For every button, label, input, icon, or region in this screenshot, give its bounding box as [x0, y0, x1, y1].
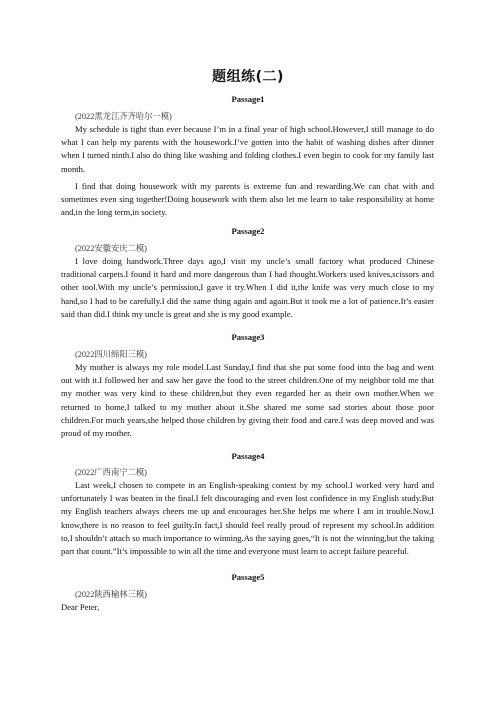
passage3-paragraph1: My mother is always my role model.Last Sunday,I find that she put some food into the bag and went out with it.I followed her and saw her gave the food to the street children.One of my neighbor told me that my mother was very kind to these children,but they even regarded her as their own mother.When we returned to home,I talked to my mother about it.She shared me some sad stories about those poor children.For much years,she helped those children by giving their food and care.I was deep moved and was proud of my mother.: [61, 362, 434, 439]
passage1-paragraph2: I find that doing housework with my parents is extreme fun and rewarding.We can chat with and sometimes even sing together!Doing housework with them also let me learn to take responsibility at home and,in the long term,in society.: [61, 181, 434, 218]
passage5-heading: Passage5: [231, 572, 265, 582]
passage3-source: (2022四川绵阳三模): [75, 350, 147, 359]
passage4-heading: Passage4: [231, 451, 265, 461]
passage2-heading: Passage2: [231, 226, 265, 236]
passage2-source: (2022安徽安庆二模): [75, 244, 147, 253]
passage4-paragraph1: Last week,I chosen to compete in an English-speaking contest by my school.I worked very hard and unfortunately I was beaten in the final.I felt discouraging and even lost confidence in my English study.But my English teachers always cheers me up and encourages her.She helps me where I am in trouble.Now,I know,there is no reason to feel guilty.In fact,I should feel really proud of represent my school.In addition to,I shouldn’t attach so much importance to winning.As the saying goes,“It is not the winning,but the taking part that count.”It’s impossible to win all the time and everyone must learn to accept failure peaceful.: [61, 480, 434, 557]
passage1-source: (2022黑龙江齐齐哈尔一模): [75, 112, 172, 121]
passage3-heading: Passage3: [231, 332, 265, 342]
letter-salutation: Dear Peter,: [61, 602, 100, 612]
passage1-paragraph1: My schedule is tight than ever because I’m in a final year of high school.However,I still manage to do what I can help my parents with the housework.I’ve gotten into the habit of washing dishes after dinner when I turned ninth.I also do thing like washing and folding clothes.I even begin to cook for my family last month.: [61, 124, 434, 174]
page-title: 题组练(二): [212, 69, 284, 85]
passage4-source: (2022广西南宁二模): [75, 468, 147, 477]
passage1-heading: Passage1: [231, 94, 265, 104]
passage5-source: (2022陕西榆林三模): [75, 590, 147, 599]
passage2-paragraph1: I love doing handwork.Three days ago,I visit my uncle’s small factory what produced Chinese traditional carpets.I found it hard and more dangerous than I had thought.Workers used knives,scissors and other tool.With my uncle’s permission,I gave it try.When I did it,the knife was very much close to my hand,so I had to be carefully.I did the same thing again and again.But it took me a lot of patience.It’s easier said than did.I think my uncle is great and she is my good example.: [61, 256, 434, 319]
